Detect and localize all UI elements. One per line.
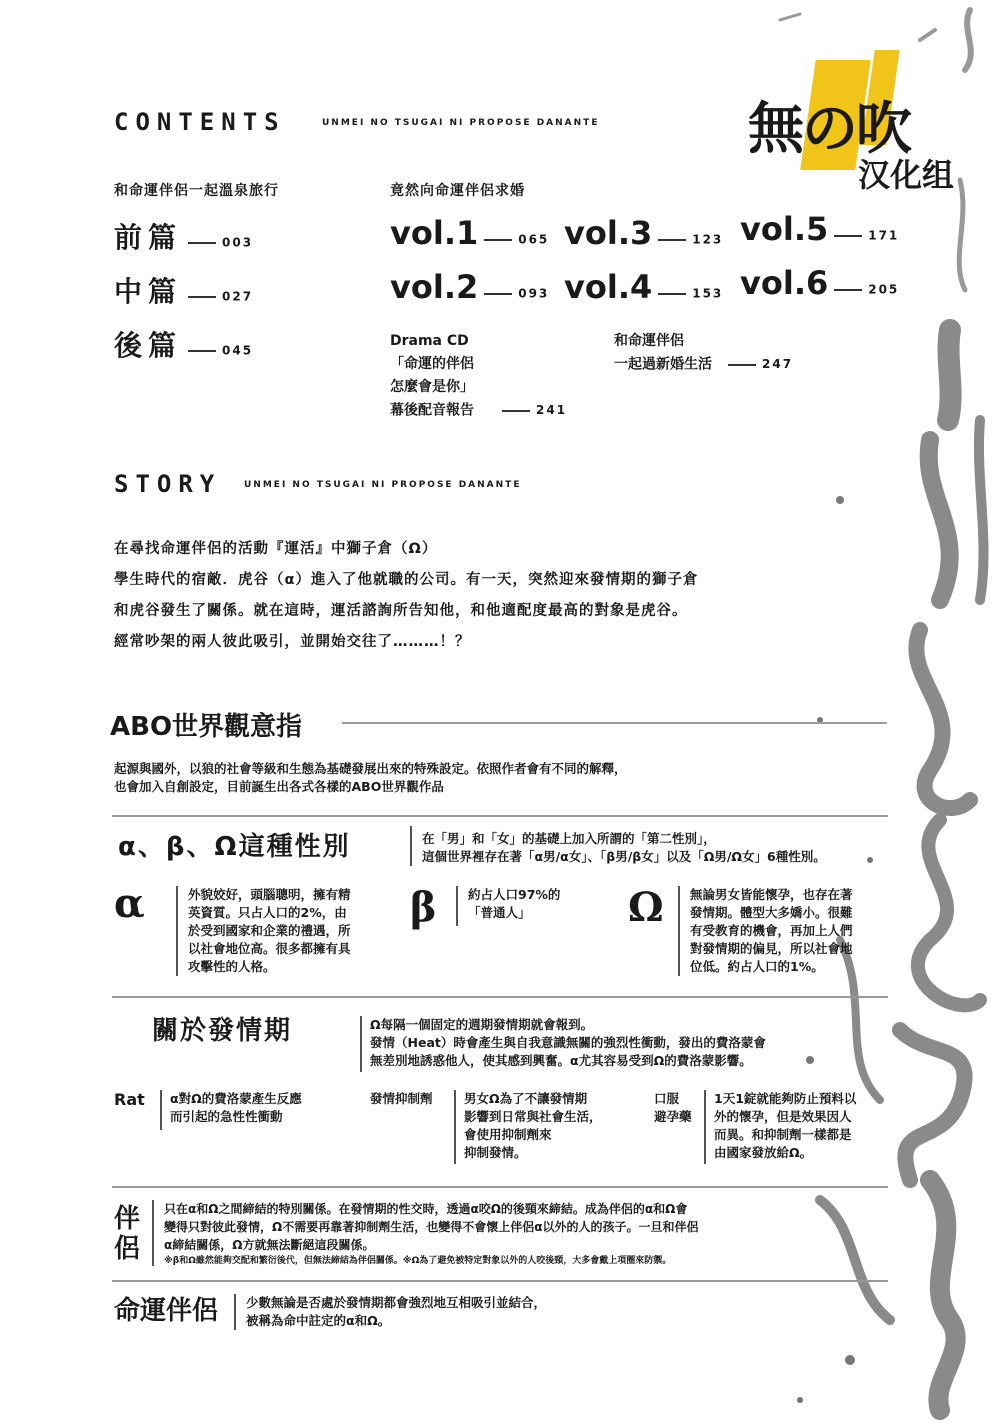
line: 避孕藥: [654, 1109, 692, 1124]
line: 伴: [114, 1204, 141, 1234]
vol-label: vol.2: [390, 268, 479, 306]
story-line: 在尋找命運伴侶的活動『運活』中獅子倉（Ω）: [114, 541, 438, 557]
intro-line: 也會加入自創設定，目前誕生出各式各樣的ABO世界觀作品: [114, 779, 444, 794]
rat-label: Rat: [114, 1090, 145, 1109]
abo-intro: [114, 760, 627, 796]
part-item[interactable]: [114, 270, 253, 310]
logo-main-text: 無の吹: [748, 96, 910, 162]
contents-left-heading: 和命運伴侶一起溫泉旅行: [114, 183, 279, 199]
line: 影響到日常與社會生活，: [464, 1109, 602, 1124]
desc-line: 在「男」和「女」的基礎上加入所謂的「第二性別」，: [422, 831, 716, 846]
rat-desc: [170, 1090, 302, 1126]
line: 被稱為命中註定的α和Ω。: [246, 1313, 391, 1328]
page-number: 171: [868, 228, 900, 243]
fated-desc: [246, 1294, 546, 1330]
line: 英資質。只占人口的2%，由: [188, 905, 347, 920]
drama-cd-entry[interactable]: [390, 330, 567, 423]
contents-subtitle: UNMEI NO TSUGAI NI PROPOSE DANANTE: [322, 118, 600, 128]
contents-title: CONTENTS: [114, 108, 286, 136]
vol-label: vol.5: [740, 210, 829, 248]
divider: [234, 1294, 236, 1330]
vol-label: vol.3: [564, 214, 653, 252]
vol-item[interactable]: [390, 214, 549, 252]
desc-line: 這個世界裡存在著「α男/α女」、「β男/β女」以及「Ω男/Ω女」6種性別。: [422, 849, 826, 864]
divider: [410, 826, 412, 866]
part-label: 中篇: [114, 275, 183, 308]
line: 變得只對彼此發情，Ω不需要再靠著抑制劑生活，也變得不會懷上伴侶α以外的人的孩子。一旦和伴侶: [164, 1220, 699, 1234]
line: 以社會地位高。很多都擁有具: [188, 941, 351, 956]
story-body: [114, 534, 698, 658]
line: 對發情期的偏見，所以社會地: [690, 941, 853, 956]
line: 而引起的急性性衝動: [170, 1109, 283, 1124]
dash: [484, 293, 512, 295]
line: 發情期。體型大多嬌小。很難: [690, 905, 853, 920]
drama-line: 「命運的伴侶: [390, 356, 474, 372]
line: 口服: [654, 1091, 680, 1106]
page-number: 247: [762, 357, 794, 371]
intro-line: 起源與國外，以狼的社會等級和生態為基礎發展出來的特殊設定。依照作者會有不同的解釋，: [114, 761, 627, 776]
omega-desc: [690, 886, 853, 976]
part-item[interactable]: [114, 324, 253, 364]
mate-label: [114, 1204, 140, 1264]
mate-desc: [164, 1200, 698, 1268]
divider: [152, 1200, 154, 1266]
page-number: 045: [222, 343, 254, 358]
vol-label: vol.4: [564, 268, 653, 306]
dash: [834, 235, 862, 237]
alpha-desc: [188, 886, 351, 976]
omega-symbol: Ω: [628, 884, 664, 931]
newlife-entry[interactable]: [614, 330, 793, 377]
vol-label: vol.1: [390, 214, 479, 252]
suppress-label: 發情抑制劑: [370, 1091, 433, 1106]
beta-symbol: β: [410, 884, 437, 931]
line: 侶: [114, 1234, 141, 1264]
line: α對Ω的費洛蒙產生反應: [170, 1091, 302, 1106]
beta-desc: [468, 886, 560, 922]
line: 於受到國家和企業的禮遇，所: [188, 923, 351, 938]
pill-desc: [714, 1090, 856, 1162]
dash: [188, 242, 216, 244]
logo-sub-text: 汉化组: [858, 156, 955, 194]
divider: [704, 1090, 706, 1164]
drama-line: 怎麼會是你」: [390, 379, 474, 395]
line: 男女Ω為了不讓發情期: [464, 1091, 588, 1106]
divider: [160, 1090, 162, 1130]
newlife-line: 和命運伴侶: [614, 333, 684, 349]
page-number: 027: [222, 289, 254, 304]
line: 位低。約占人口的1%。: [690, 959, 824, 974]
line: 1天1錠就能夠防止預料以: [714, 1091, 857, 1106]
drama-line-last: 幕後配音報告 241: [390, 402, 568, 419]
page-number: 065: [518, 232, 550, 247]
story-line: 和虎谷發生了關係。就在這時，運活諮詢所告知他，和他適配度最高的對象是虎谷。: [114, 603, 688, 619]
gender-desc: [422, 830, 826, 866]
vol-item[interactable]: [740, 264, 899, 302]
dash: [484, 239, 512, 241]
story-line: 經常吵架的兩人彼此吸引，並開始交往了………！？: [114, 634, 471, 650]
divider: [112, 996, 888, 998]
line: 只在α和Ω之間締結的特別關係。在發情期的性交時，透過α咬Ω的後頸來締結。成為伴侶的α和Ω會: [164, 1202, 688, 1216]
divider: [360, 1016, 362, 1072]
line: 發情（Heat）時會產生與自我意識無關的強烈性衝動，發出的費洛蒙會: [370, 1035, 766, 1050]
page-number: 093: [518, 286, 550, 301]
line: 外的懷孕，但是效果因人: [714, 1109, 852, 1124]
dash: [188, 296, 216, 298]
dash: [188, 350, 216, 352]
newlife-line-last: 一起過新婚生活 247: [614, 356, 794, 373]
line: 攻擊性的人格。: [188, 959, 276, 974]
line: 有受教育的機會，再加上人們: [690, 923, 853, 938]
divider: [112, 1280, 888, 1282]
line: 無差別地誘惑他人，使其感到興奮。α尤其容易受到Ω的費洛蒙影響。: [370, 1053, 752, 1068]
divider: [456, 886, 458, 926]
part-label: 前篇: [114, 221, 183, 254]
abo-title: ABO世界觀意指: [110, 712, 303, 742]
alpha-symbol: α: [114, 880, 145, 927]
line: 外貌姣好，頭腦聰明，擁有精: [188, 887, 351, 902]
story-subtitle: UNMEI NO TSUGAI NI PROPOSE DANANTE: [244, 480, 522, 490]
divider: [112, 815, 888, 817]
vol-item[interactable]: [564, 268, 723, 306]
drama-line: Drama CD: [390, 333, 469, 349]
line: 而異。和抑制劑一樣都是: [714, 1127, 852, 1142]
line: 抑制發情。: [464, 1145, 527, 1160]
group-logo: [748, 45, 978, 195]
line: 會使用抑制劑來: [464, 1127, 552, 1142]
note-line: ※β和Ω雖然能夠交配和繁衍後代，但無法締結為伴侶關係。※Ω為了避免被特定對象以外的人咬後頸，大多會戴上項圈來防禦。: [164, 1256, 672, 1266]
story-line: 學生時代的宿敵．虎谷（α）進入了他就職的公司。有一天，突然迎來發情期的獅子倉: [114, 572, 699, 588]
vol-item[interactable]: [740, 210, 899, 248]
page-number: 153: [692, 286, 724, 301]
vol-item[interactable]: [564, 214, 723, 252]
line: 少數無論是否處於發情期都會強烈地互相吸引並結合，: [246, 1295, 547, 1310]
divider: [342, 722, 887, 724]
divider: [454, 1090, 456, 1164]
line: Ω每隔一個固定的週期發情期就會報到。: [370, 1017, 594, 1032]
divider: [112, 1186, 888, 1188]
vol-label: vol.6: [740, 264, 829, 302]
gender-title: α、β、Ω這種性別: [118, 832, 351, 862]
pill-label: [654, 1090, 692, 1126]
part-label: 後篇: [114, 329, 183, 362]
story-title: STORY: [114, 470, 222, 498]
line: 約占人口97%的: [468, 887, 561, 902]
heat-title: 關於發情期: [152, 1016, 293, 1046]
page-number: 241: [536, 403, 568, 417]
line: 無論男女皆能懷孕，也存在著: [690, 887, 853, 902]
line: 由國家發放給Ω。: [714, 1145, 813, 1160]
divider: [678, 886, 680, 976]
suppress-desc: [464, 1090, 602, 1162]
page-number: 123: [692, 232, 724, 247]
line: 「普通人」: [468, 905, 531, 920]
heat-desc: [370, 1016, 766, 1070]
fated-label: 命運伴侶: [114, 1296, 219, 1326]
dash: [658, 239, 686, 241]
part-item[interactable]: [114, 216, 253, 256]
dash: [658, 293, 686, 295]
page-number: 205: [868, 282, 900, 297]
divider: [176, 886, 178, 976]
contents-right-heading: 竟然向命運伴侶求婚: [390, 183, 525, 199]
dash: [834, 289, 862, 291]
page-number: 003: [222, 235, 254, 250]
line: α締結關係，Ω方就無法斷絕這段關係。: [164, 1238, 375, 1252]
vol-item[interactable]: [390, 268, 549, 306]
